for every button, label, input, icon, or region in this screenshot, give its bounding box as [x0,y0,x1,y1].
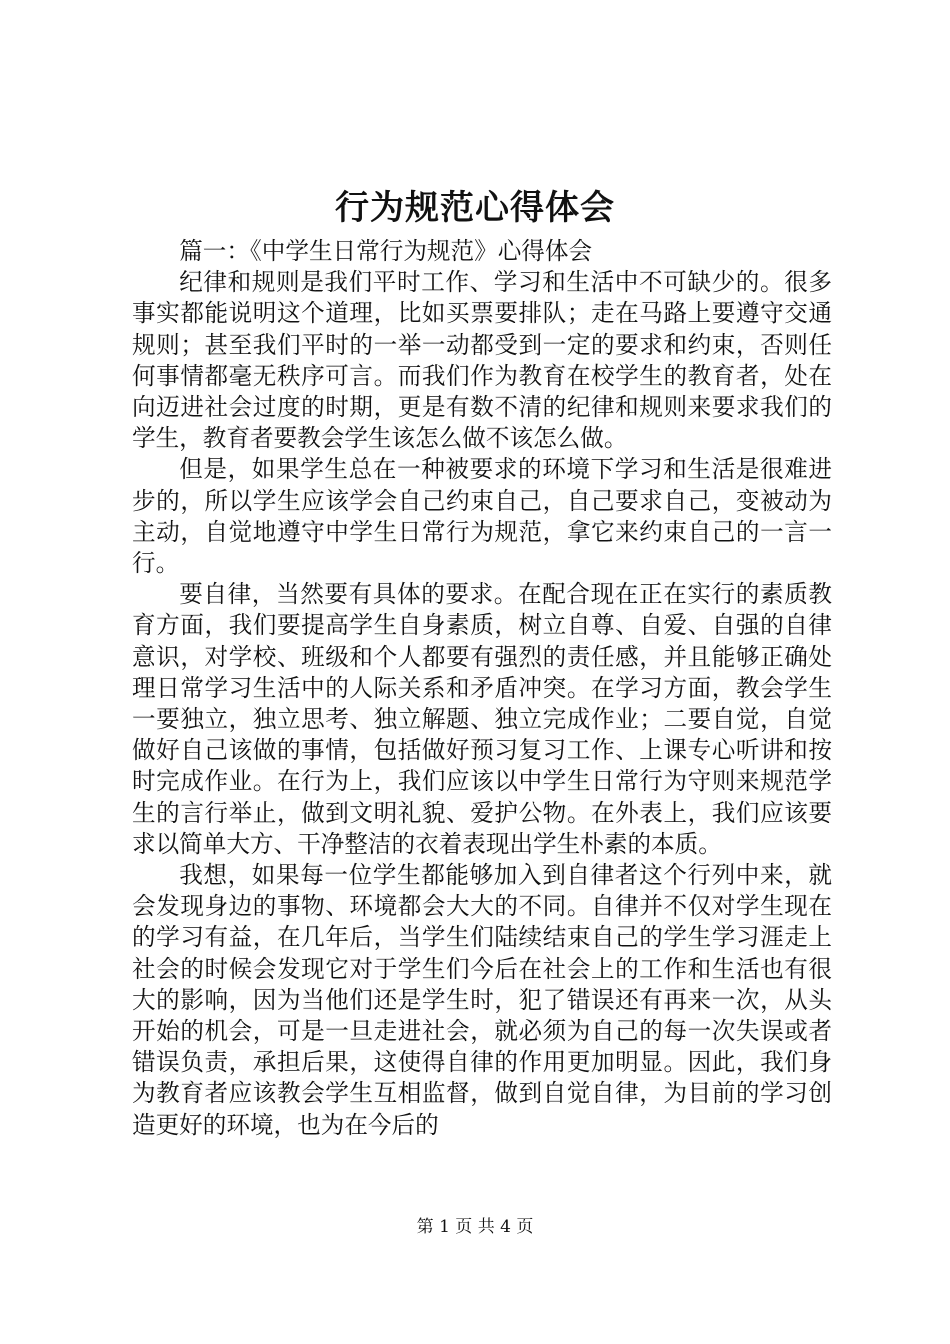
page-number-footer: 第 1 页 共 4 页 [416,1217,534,1237]
paragraph-3: 要自律，当然要有具体的要求。在配合现在正在实行的素质教育方面，我们要提高学生自身素质，树立自尊、自爱、自强的自律意识，对学校、班级和个人都要有强烈的责任感，并且能够正确处理日常学习生活中的人际关系和矛盾冲突。在学习方面，教会学生一要独立，独立思考、独立解题、独立完成作业；二要自觉，自觉做好自己该做的事情，包括做好预习复习工作、上课专心听讲和按时完成作业。在行为上，我们应该以中学生日常行为守则来规范学生的言行举止，做到文明礼貌、爱护公物。在外表上，我们应该要求以简单大方、干净整洁的衣着表现出学生朴素的本质。 [132,580,832,858]
paragraph-4: 我想，如果每一位学生都能够加入到自律者这个行列中来，就会发现身边的事物、环境都会大大的不同。自律并不仅对学生现在的学习有益，在几年后，当学生们陆续结束自己的学生学习涯走上社会的时候会发现它对于学生们今后在社会上的工作和生活也有很大的影响，因为当他们还是学生时，犯了错误还有再来一次，从头开始的机会，可是一旦走进社会，就必须为自己的每一次失误或者错误负责，承担后果，这使得自律的作用更加明显。因此，我们身为教育者应该教会学生互相监督，做到自觉自律，为目前的学习创造更好的环境，也为在今后的 [132,861,832,1139]
section-subtitle: 篇一：《中学生日常行为规范》心得体会 [179,237,593,265]
document-title: 行为规范心得体会 [335,188,615,228]
paragraph-2: 但是，如果学生总在一种被要求的环境下学习和生活是很难进步的，所以学生应该学会自己约束自己，自己要求自己，变被动为主动，自觉地遵守中学生日常行为规范，拿它来约束自己的一言一行。 [132,455,832,578]
document-body [132,236,832,1141]
paragraph-1: 纪律和规则是我们平时工作、学习和生活中不可缺少的。很多事实都能说明这个道理，比如买票要排队；走在马路上要遵守交通规则；甚至我们平时的一举一动都受到一定的要求和约束，否则任何事情都毫无秩序可言。而我们作为教育在校学生的教育者，处在向迈进社会过度的时期，更是有数不清的纪律和规则来要求我们的学生，教育者要教会学生该怎么做不该怎么做。 [132,268,832,453]
